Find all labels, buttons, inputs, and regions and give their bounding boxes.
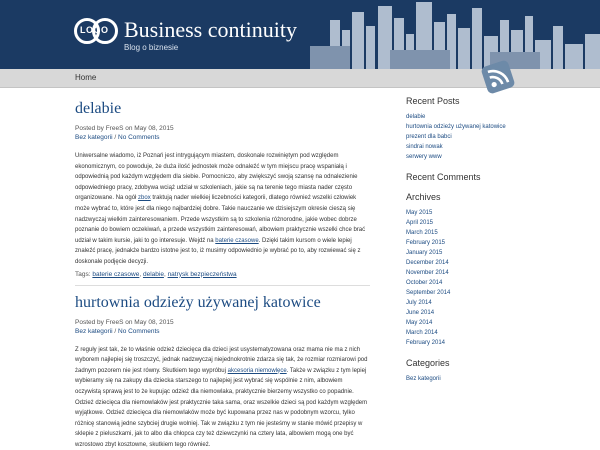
archive-link[interactable]: June 2014	[406, 310, 435, 316]
post-body-text: . Dzięki takim kursom o wiele lepiej znaleźć pracę, jednakże bardzo istotne jest to, iż musimy odpowiednio je wybrać po to, aby rozwiewać się z doskonale podjęcie decyzji.	[75, 237, 361, 265]
recent-comments-heading: Recent Comments	[406, 172, 481, 182]
archive-link[interactable]: February 2015	[406, 240, 446, 246]
archive-link[interactable]: December 2014	[406, 260, 449, 266]
recent-post-link[interactable]: prezent dla babci	[406, 134, 452, 140]
archive-link[interactable]: January 2015	[406, 250, 443, 256]
post-byline: Posted by FreeS on May 08, 2015	[75, 125, 174, 132]
post-category-link[interactable]: Bez kategorii	[75, 134, 113, 141]
post-byline: Posted by FreeS on May 08, 2015	[75, 318, 174, 326]
archives-heading: Archives	[406, 192, 441, 202]
post-hurtownia	[75, 294, 370, 450]
recent-posts-list	[406, 112, 586, 162]
tag-link[interactable]: baterie czasowe	[92, 270, 140, 278]
logo-text: LOGO	[80, 25, 109, 35]
post-divider	[75, 285, 370, 286]
post-category-line: Bez kategorii / No Comments	[75, 134, 160, 141]
post-tags: Tags: baterie czasowe, delabie, natrysk bezpieczeństwa	[75, 270, 237, 278]
inline-link-akcesoria[interactable]: akcesoria niemowlęce	[227, 367, 287, 374]
post-body-text: Z reguły jest tak, że to właśnie odzież dziecięca dla dzieci jest usystematyzowana oraz mama nie ma z nich wyborem najlepiej się troszczyć, jednak nadzwyczaj niejednokrotnie zdarza się tak, że rozmiar rozmiarowi pod żadnym pozorem nie jest równy. Skutkiem tego wypróbuj	[75, 346, 368, 374]
post-category-line: Bez kategorii / No Comments	[75, 327, 160, 335]
archive-link[interactable]: April 2015	[406, 220, 434, 226]
site-title[interactable]: Business continuity	[124, 17, 297, 42]
tags-label: Tags:	[75, 270, 91, 278]
post-title-link[interactable]: hurtownia odzieży używanej katowice	[75, 293, 321, 311]
post-body-text: Uniwersalne wiadomo, iż Poznań jest intrygującym miastem, doskonale rozwiniętym pod względem ekonomicznym, co powoduje, że duża ilość jednostek może odnaleźć w tym miejscu pracę wspaniałą i odpowiednią pod każdym względem dla siebie. Pomocniczo, aby zwiększyć swoją szansę na odnalezienie odpowiedniego pracy, zdobywa wciąż udział w szkoleniach, jakie są na terenie tego miasta nader często organizowane. Na ogół	[75, 153, 358, 202]
archive-link[interactable]: May 2014	[406, 320, 433, 326]
recent-post-link[interactable]: sindrai nowak	[406, 144, 443, 150]
post-title-link[interactable]: delabie	[75, 100, 122, 117]
archive-link[interactable]: September 2014	[406, 290, 451, 296]
recent-posts-heading: Recent Posts	[406, 96, 460, 106]
recent-post-link[interactable]: delabie	[406, 114, 426, 120]
archive-link[interactable]: July 2014	[406, 300, 432, 306]
rss-feed-icon[interactable]	[481, 60, 515, 94]
post-meta	[75, 124, 370, 142]
inline-link-baterie[interactable]: baterie czasowe	[215, 237, 259, 244]
post-body-text: . Także w związku z tym lepiej wybieramy się na zakupy dla dziecka starszego to najlepiej jest wybrać się wspólnie z nim, albowiem oczywistą sprawą jest to że kupując odzież dla niemowlaka, praktycznie bierzemy wszystko co popadnie. Odzież dziecięca dla niemowlaków jest praktycznie taka sama, oraz wszelkie dzieci są pod każdym względem wyjątkowe. Odzież dziecięca dla niemowlaków może być kupowana przez nas w podobnym wzorcu, tylko różnicę stanowią jedne szybciej drugie wolniej. Tak w związku z tym nie jesteśmy w stanie mówić przepisy w sklepie z pieluszkami, jak to albo dla chłopca czy też dziewczynki na cztery lata, albowiem mogą one być wzrostowo zbyt kosztowne, skutkiem tego również.	[75, 367, 368, 448]
site-header	[0, 0, 600, 69]
post-comments-link[interactable]: No Comments	[118, 134, 160, 141]
post-meta	[75, 318, 370, 336]
inline-link-zbox[interactable]: zbox	[138, 195, 151, 202]
main-content	[75, 92, 370, 450]
widget-spacer	[406, 162, 586, 168]
nav-home-link[interactable]: Home	[75, 73, 97, 82]
archive-link[interactable]: October 2014	[406, 280, 443, 286]
category-link[interactable]: Bez kategorii	[406, 376, 441, 382]
archive-link[interactable]: February 2014	[406, 340, 446, 346]
tag-link[interactable]: delabie	[142, 270, 164, 278]
widget-spacer	[406, 348, 586, 354]
archive-link[interactable]: March 2015	[406, 230, 438, 236]
categories-list	[406, 374, 586, 384]
city-skyline-image	[290, 0, 600, 69]
tag-link[interactable]: natrysk bezpieczeństwa	[167, 270, 237, 278]
recent-post-link[interactable]: hurtownia odzieży używanej katowice	[406, 124, 506, 130]
site-description: Blog o biznesie	[124, 43, 179, 52]
widget-spacer	[406, 182, 586, 188]
categories-heading: Categories	[406, 358, 450, 368]
archive-link[interactable]: May 2015	[406, 210, 433, 216]
logo-rings-icon[interactable]	[74, 18, 118, 44]
post-comments-link[interactable]: No Comments	[118, 327, 160, 335]
post-body	[75, 345, 370, 450]
post-body-text: traktują nader wielkiej liczebności kategorii, dlatego również wszelki człowiek może wybrać to, które jest dla niego najbardziej dobre. Takie nauczanie we dzisiejszym okresie cieszą się nadzwyczaj wielkim zainteresowaniem. Przede wszystkim są to szkolenia różnorodne, jakie wobec dobrze poznanie do bowiem oczekiwań, a przede wszystkim zainteresowań, albowiem praktycznie wszelki chce brać udział w takim kursie, jaki to go interesuje. Wejdź na	[75, 195, 366, 244]
post-body	[75, 151, 370, 268]
post-category-link[interactable]: Bez kategorii	[75, 327, 113, 335]
archives-list	[406, 208, 586, 348]
sidebar	[406, 92, 586, 384]
recent-post-link[interactable]: serwery www	[406, 154, 442, 160]
archive-link[interactable]: November 2014	[406, 270, 449, 276]
post-delabie	[75, 100, 370, 286]
archive-link[interactable]: March 2014	[406, 330, 438, 336]
